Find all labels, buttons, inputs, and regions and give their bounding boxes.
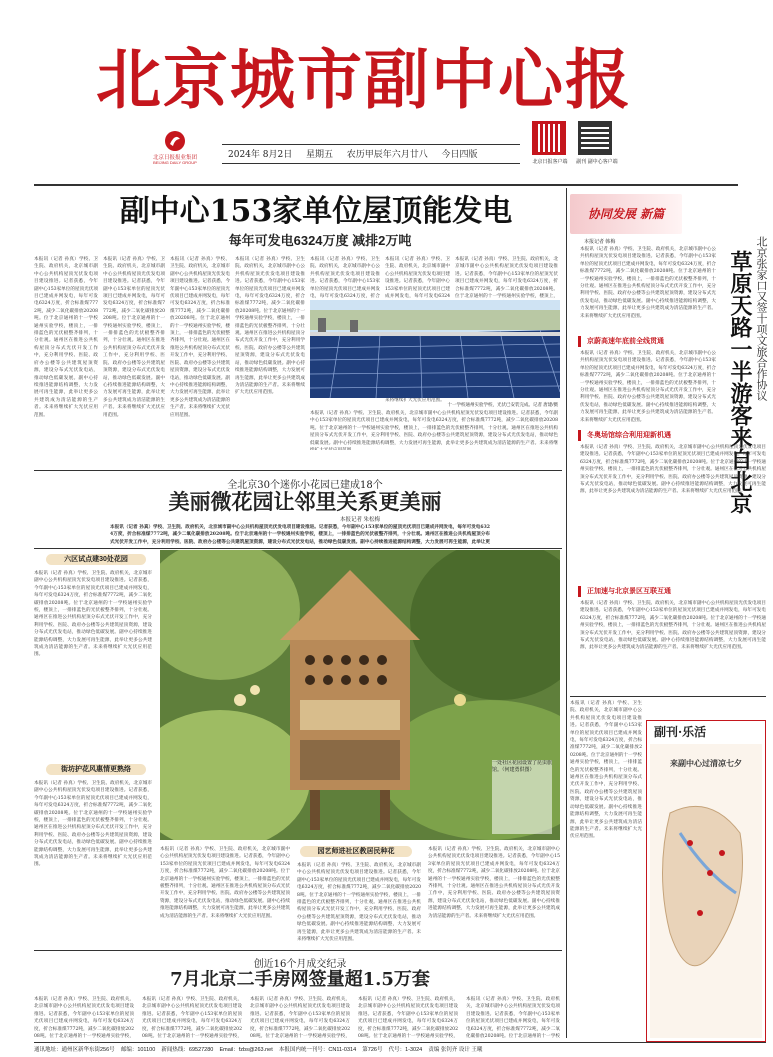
lead-body-col6: 本报讯（记者 孙真）学校、卫生院、政府机关，北京城市副中心公共机构屋顶光伏发电项目建设推进。记者获悉，今年副中心153家单位的屋顶光伏项目已建成并网发电，每年可发电6324 来将继续扩大光伏应用范围。 — [385, 257, 450, 403]
lead-body-col5: 本报讯（记者 孙真）学校、卫生院、政府机关，北京城市副中心公共机构屋顶光伏发电项目建设推进。记者获悉，今年副中心153家单位的屋顶光伏项目已建成并网发电，每年可发电6324万度，折合 — [310, 257, 380, 300]
weekday: 星期五 — [305, 150, 333, 160]
qr-code-app[interactable] — [532, 121, 566, 155]
garden-rule — [34, 548, 562, 549]
lead-body-col3: 本报讯（记者 孙真）学校、卫生院、政府机关，北京城市副中心公共机构屋顶光伏发电项目建设推进。记者获悉，今年副中心153家单位的屋顶光伏项目已建成并网发电，每年可发电6324万度，折合标准煤7772吨，减少二氧化碳排放20208吨。位于北京通州的十一学校通州实验学校，楼顶上，一排排蓝色的光伏板整齐排列，十分壮观。通州区在推进公共机构屋顶分布式光伏开发工作中，充分利用学校、医院、政府办公楼等公共建筑屋顶资源，建设分布式光伏发电站，推动绿色低碳发展。副中心持续推进能源结构调整，大力发展可再生能源，此举让更多公共建筑成为清洁能源的生产者。未来将继续扩大光伏应用范围。 — [170, 257, 230, 418]
page-count: 今日四版 — [441, 150, 478, 160]
bottom-body-2: 本报讯（记者 孙真）学校、卫生院、政府机关，北京城市副中心公共机构屋顶光伏发电项目建设推进。记者获悉，今年副中心153家单位的屋顶光伏项目已建成并网发电，每年可发电6324万度，折合标准煤7772吨，减少二氧化碳排放20208吨。位于北京通州的十一学校通州实验学校， — [142, 997, 242, 1040]
bottom-headline: 7月北京二手房网签量超1.5万套 — [170, 969, 430, 990]
garden-headline: 美丽微花园让邻里关系更美丽 — [168, 489, 442, 514]
collab-banner-text: 协同发展 新篇 — [587, 207, 665, 221]
bottom-body-1: 本报讯（记者 孙真）学校、卫生院、政府机关，北京城市副中心公共机构屋顶光伏发电项目建设推进。记者获悉，今年副中心153家单位的屋顶光伏项目已建成并网发电，每年可发电6324万度，折合标准煤7772吨，减少二氧化碳排放20208吨。位于北京通州的十一学校通州实验学校， — [34, 997, 134, 1040]
garden-section-3: 园艺师进社区教居民种花 — [300, 846, 412, 857]
right-body-4: 本报讯（记者 孙真）学校、卫生院、政府机关，北京城市副中心公共机构屋顶光伏发电项目建设推进。记者获悉，今年副中心153家单位的屋顶光伏项目已建成并网发电，每年可发电6324万度，折合标准煤7772吨，减少二氧化碳排放20208吨。位于北京通州的十一学校通州实验学校，楼顶上，一排排蓝色的光伏板整齐排列，十分壮观。通州区在推进公共机构屋顶分布式光伏开发工作中，充分利用学校、医院、政府办公楼等公共建筑屋顶资源，建设分布式光伏发电站，推动绿色低碳发展。副中心持续推进能源结构调整，大力发展可再生能源，此举让更多公共建筑成为清洁能源的生产者。未来将继续扩大光伏应用范围。 — [580, 601, 766, 651]
garden-section-1: 六区试点建30处花园 — [46, 554, 146, 565]
right-byline: 本报记者 韩梅 — [584, 239, 616, 245]
garden-byline: 本报记者 朱松梅 — [339, 517, 381, 523]
logo — [146, 130, 204, 168]
right-headline: 草原天路一半游客来自北京 — [727, 250, 753, 514]
collab-banner — [570, 194, 682, 234]
masthead — [0, 0, 773, 180]
fukan-map — [650, 744, 762, 1038]
lunar-date: 农历甲辰年六月廿八 — [346, 150, 428, 160]
garden-col1-b: 本报讯（记者 孙真）学校、卫生院、政府机关，北京城市副中心公共机构屋顶光伏发电项目建设推进。记者获悉，今年副中心153家单位的屋顶光伏项目已建成并网发电，每年可发电6324万度，折合标准煤7772吨，减少二氧化碳排放20208吨。位于北京通州的十一学校通州实验学校，楼顶上，一排排蓝色的光伏板整齐排列，十分壮观。通州区在推进公共机构屋顶分布式光伏开发工作中，充分利用学校、医院、政府办公楼等公共建筑屋顶资源，建设分布式光伏发电站，推动绿色低碳发展。副中心持续推进能源结构调整，大力发展可再生能源，此举让更多公共建筑成为清洁能源的生产者。未来将继续扩大光伏应用范围。 — [34, 781, 152, 868]
bottom-body-3: 本报讯（记者 孙真）学校、卫生院、政府机关，北京城市副中心公共机构屋顶光伏发电项目建设推进。记者获悉，今年副中心153家单位的屋顶光伏项目已建成并网发电，每年可发电6324万度，折合标准煤7772吨，减少二氧化碳排放20208吨。位于北京通州的十一学校通州实验学校， — [250, 997, 350, 1040]
garden-section-2: 街坊护花风惠情更熟络 — [46, 764, 146, 775]
footer-email: Email：fzbs@263.net — [219, 1047, 273, 1053]
logo-en: BEIJING DAILY GROUP — [153, 160, 197, 165]
masthead-rule-bottom — [222, 163, 520, 164]
right-sub-2: 冬奥场馆综合利用迎新机遇 — [578, 430, 718, 441]
garden-lede: 本报讯（记者 孙真）学校、卫生院、政府机关，北京城市副中心公共机构屋顶光伏发电项目建设推进。记者获悉，今年副中心153家单位的屋顶光伏项目已建成并网发电，每年可发电6324万度，折合标准煤7772吨，减少二氧化碳排放20208吨。位于北京通州的十一学校通州实验学校，楼顶上，一排排蓝色的光伏板整齐排列，十分壮观。通州区在推进公共机构屋顶分布式光伏开发工作中，充分利用学校、医院、政府办公楼等公共建筑屋顶资源，建设分布式光伏发电站，推动绿色低碳发展。副中心持续推进能源结构调整，大力发展可再生能源，此举让更 — [110, 525, 490, 545]
right-divider — [570, 696, 766, 697]
footer-hotline: 新闻热线：69527280 — [161, 1047, 214, 1053]
lead-body-col7: 本报讯（记者 孙真）学校、卫生院、政府机关，北京城市副中心公共机构屋顶光伏发电项目建设推进。记者获悉，今年副中心153家单位的屋顶光伏项目已建成并网发电，每年可发电6324万度，折合标准煤7772吨，减少二氧化碳排放20208吨。位于北京通州的十一学校通州实验学校，楼顶上， — [455, 257, 558, 300]
garden-kicker: 全北京30个迷你小花园已建成18个 — [227, 480, 383, 491]
garden-col3: 本报讯（记者 孙真）学校、卫生院、政府机关，北京城市副中心公共机构屋顶光伏发电项目建设推进。记者获悉，今年副中心153家单位的屋顶光伏项目已建成并网发电，每年可发电6324万度，折合标准煤7772吨，减少二氧化碳排放20208吨。位于北京通州的十一学校通州实验学校，楼顶上，一排排蓝色的光伏板整齐排列，十分壮观。通州区在推进公共机构屋顶分布式光伏开发工作中，充分利用学校、医院、政府办公楼等公共建筑屋顶资源，建设分布式光伏发电站，推动绿色低碳发展。副中心持续推进能源结构调整，大力发展可再生能源，此举让更多公共建筑成为清洁能源的生产者。未来将继续扩大光伏应用范围。 — [297, 863, 421, 943]
lead-body-col4: 本报讯（记者 孙真）学校、卫生院、政府机关，北京城市副中心公共机构屋顶光伏发电项目建设推进。记者获悉，今年副中心153家单位的屋顶光伏项目已建成并网发电，每年可发电6324万度，折合标准煤7772吨，减少二氧化碳排放20208吨。位于北京通州的十一学校通州实验学校，楼顶上，一排排蓝色的光伏板整齐排列，十分壮观。通州区在推进公共机构屋顶分布式光伏开发工作中，充分利用学校、医院、政府办公楼等公共建筑屋顶资源，建设分布式光伏发电站，推动绿色低碳发展。副中心持续推进能源结构调整，大力发展可再生能源，此举让更多公共建筑成为清洁能源的生产者。未来将继续扩大光伏应用范围。 — [235, 257, 305, 396]
right-body-2: 本报讯（记者 孙真）学校、卫生院、政府机关，北京城市副中心公共机构屋顶光伏发电项目建设推进。记者获悉，今年副中心153家单位的屋顶光伏项目已建成并网发电，每年可发电6324万度，折合标准煤7772吨，减少二氧化碳排放20208吨。位于北京通州的十一学校通州实验学校，楼顶上，一排排蓝色的光伏板整齐排列，十分壮观。通州区在推进公共机构屋顶分布式光伏开发工作中，充分利用学校、医院、政府办公楼等公共建筑屋顶资源，建设分布式光伏发电站，推动绿色低碳发展。副中心持续推进能源结构调整，大力发展可再生能源，此举让更多公共建筑成为清洁能源的生产者。未来将继续扩大光伏应用范围。 — [580, 351, 716, 423]
footer-postal: 邮编：101100 — [120, 1047, 156, 1053]
solar-photo-caption: 十一学校通州实验学校，光伏已安装完成。记者 唐建/摄 — [447, 402, 558, 407]
garden-col4: 本报讯（记者 孙真）学校、卫生院、政府机关，北京城市副中心公共机构屋顶光伏发电项目建设推进。记者获悉，今年副中心153家单位的屋顶光伏项目已建成并网发电，每年可发电6324万度，折合标准煤7772吨，减少二氧化碳排放20208吨。位于北京通州的十一学校通州实验学校，楼顶上，一排排蓝色的光伏板整齐排列，十分壮观。通州区在推进公共机构屋顶分布式光伏开发工作中，充分利用学校、医院、政府办公楼等公共建筑屋顶资源，建设分布式光伏发电站，推动绿色低碳发展。副中心持续推进能源结构调整，大力发展可再生能源，此举让更多公共建筑成为清洁能源的生产者。未来将继续扩大光伏应用范围。 — [428, 847, 560, 919]
date: 2024年 8月2日 — [228, 150, 293, 160]
header-divider — [34, 184, 738, 186]
lead-headline: 副中心153家单位屋顶能发电 — [119, 194, 513, 229]
fukan-title: 副刊·乐活 — [654, 725, 707, 739]
lead-subhead: 每年可发电6324万度 减排2万吨 — [228, 233, 412, 248]
right-sub-3: 正加速与北京景区互联互通 — [578, 586, 738, 597]
footer-cn: 本报国内统一刊号：CN11-0314 — [278, 1047, 357, 1053]
fukan-teaser-text: 本报讯（记者 孙真）学校、卫生院、政府机关，北京城市副中心公共机构屋顶光伏发电项目建设推进。记者获悉，今年副中心153家单位的屋顶光伏项目已建成并网发电，每年可发电6324万度，折合标准煤7772吨，减少二氧化碳排放20208吨。位于北京通州的十一学校通州实验学校，楼顶上，一排排蓝色的光伏板整齐排列，十分壮观。通州区在推进公共机构屋顶分布式光伏开发工作中，充分利用学校、医院、政府办公楼等公共建筑屋顶资源，建设分布式光伏发电站，推动绿色低碳发展。副中心持续推进能源结构调整，大力发展可再生能源，此举让更多公共建筑成为清洁能源的生产者。未来将继续扩大光伏应用范围。 — [570, 701, 642, 840]
qr-label-sub: 副刊 副中心客户端 — [576, 159, 618, 165]
lead-body-bottom: 本报讯（记者 孙真）学校、卫生院、政府机关，北京城市副中心公共机构屋顶光伏发电项目建设推进。记者获悉，今年副中心153家单位的屋顶光伏项目已建成并网发电，每年可发电6324万度，折合标准煤7772吨，减少二氧化碳排放20208吨。位于北京通州的十一学校通州实验学校，楼顶上，一排排蓝色的光伏板整齐排列，十分壮观。通州区在推进公共机构屋顶分布式光伏开发工作中，充分利用学校、医院、政府办公楼等公共建筑屋顶资源，建设分布式光伏发电站，推动绿色低碳发展。副中心持续推进能源结构调整，大力发展可再生能源，此举让更多公共建筑成为清洁能源的生产者。未来将继 — [310, 411, 558, 446]
footer-editor: 责编 张钊齐 设计 王曦 — [428, 1047, 483, 1053]
bottom-kicker: 创近16个月成交纪录 — [253, 959, 347, 970]
garden-bottom-rule — [34, 950, 562, 951]
bottom-body-5: 本报讯（记者 孙真）学校、卫生院、政府机关，北京城市副中心公共机构屋顶光伏发电项目建设推进。记者获悉，今年副中心153家单位的屋顶光伏项目已建成并网发电，每年可发电6324万度，折合标准煤7772吨，减少二氧化碳排放20208吨。位于北京通州的十一学校 — [466, 997, 560, 1040]
lead-divider — [34, 470, 562, 471]
solar-panel-photo — [310, 300, 560, 398]
right-body-1: 本报讯（记者 孙真）学校、卫生院、政府机关，北京城市副中心公共机构屋顶光伏发电项目建设推进。记者获悉，今年副中心153家单位的屋顶光伏项目已建成并网发电，每年可发电6324万度，折合标准煤7772吨，减少二氧化碳排放20208吨。位于北京通州的十一学校通州实验学校，楼顶上，一排排蓝色的光伏板整齐排列，十分壮观。通州区在推进公共机构屋顶分布式光伏开发工作中，充分利用学校、医院、政府办公楼等公共建筑屋顶资源，建设分布式光伏发电站，推动绿色低碳发展。副中心持续推进能源结构调整，大力发展可再生能源，此举让更多公共建筑成为清洁能源的生产者。未来将继续扩大光伏应用范围。 — [580, 247, 716, 319]
lead-body-col2: 本报讯（记者 孙真）学校、卫生院、政府机关，北京城市副中心公共机构屋顶光伏发电项目建设推进。记者获悉，今年副中心153家单位的屋顶光伏项目已建成并网发电，每年可发电6324万度，折合标准煤7772吨，减少二氧化碳排放20208吨。位于北京通州的十一学校通州实验学校，楼顶上，一排排蓝色的光伏板整齐排列，十分壮观。通州区在推进公共机构屋顶分布式光伏开发工作中，充分利用学校、医院、政府办公楼等公共建筑屋顶资源，建设分布式光伏发电站，推动绿色低碳发展。副中心持续推进能源结构调整，大力发展可再生能源，此举让更多公共建筑成为清洁能源的生产者。未来将继续扩大光伏应用范围。 — [103, 257, 165, 418]
fukan-map-title: 来副中心过清凉七夕 — [670, 758, 742, 768]
right-column-divider — [566, 188, 567, 1038]
bottom-body-4: 本报讯（记者 孙真）学校、卫生院、政府机关，北京城市副中心公共机构屋顶光伏发电项目建设推进。记者获悉，今年副中心153家单位的屋顶光伏项目已建成并网发电，每年可发电6324万度，折合标准煤7772吨，减少二氧化碳排放20208吨。位于北京通州的十一学校通州实验学校， — [358, 997, 458, 1040]
garden-col1-a: 本报讯（记者 孙真）学校、卫生院、政府机关，北京城市副中心公共机构屋顶光伏发电项目建设推进。记者获悉，今年副中心153家单位的屋顶光伏项目已建成并网发电，每年可发电6324万度，折合标准煤7772吨，减少二氧化碳排放20208吨。位于北京通州的十一学校通州实验学校，楼顶上，一排排蓝色的光伏板整齐排列，十分壮观。通州区在推进公共机构屋顶分布式光伏开发工作中，充分利用学校、医院、政府办公楼等公共建筑屋顶资源，建设分布式光伏发电站，推动绿色低碳发展。副中心持续推进能源结构调整，大力发展可再生能源，此举让更多公共建筑成为清洁能源的生产者。未来将继续扩大光伏应用范围。 — [34, 571, 152, 658]
masthead-rule — [222, 144, 520, 145]
footer-address: 通讯地址：通州区新华东街256号 — [34, 1047, 115, 1053]
dateline — [228, 148, 528, 162]
masthead-title: 北京城市副中心报 — [96, 42, 633, 118]
footer-code: 代号：1-3024 — [388, 1047, 423, 1053]
right-sub-1: 京蔚高速年底前全线贯通 — [578, 336, 718, 347]
fukan-teaser — [570, 700, 642, 1042]
qr-code-sub[interactable] — [578, 121, 612, 155]
newspaper-group-logo-icon — [164, 130, 186, 152]
logo-text: 北京日报报业集团 — [152, 155, 197, 161]
footer — [34, 1044, 766, 1056]
right-side-kicker: 北京张家口又签十项文旅合作协议 — [755, 236, 768, 401]
qr-label-app: 北京日报客户端 — [532, 159, 568, 165]
insect-photo-caption: 一处社区花园设置了昆虫旅馆。（何建勇供图） — [492, 760, 552, 834]
lead-body-col1: 本报讯（记者 孙真）学校、卫生院、政府机关，北京城市副中心公共机构屋顶光伏发电项目建设推进。记者获悉，今年副中心153家单位的屋顶光伏项目已建成并网发电，每年可发电6324万度，折合标准煤7772吨，减少二氧化碳排放20208吨。位于北京通州的十一学校通州实验学校，楼顶上，一排排蓝色的光伏板整齐排列，十分壮观。通州区在推进公共机构屋顶分布式光伏开发工作中，充分利用学校、医院、政府办公楼等公共建筑屋顶资源，建设分布式光伏发电站，推动绿色低碳发展。副中心持续推进能源结构调整，大力发展可再生能源，此举让更多公共建筑成为清洁能源的生产者。未来将继续扩大光伏应用范围。 — [34, 257, 98, 418]
right-body-3: 本报讯（记者 孙真）学校、卫生院、政府机关，北京城市副中心公共机构屋顶光伏发电项目建设推进。记者获悉，今年副中心153家单位的屋顶光伏项目已建成并网发电，每年可发电6324万度，折合标准煤7772吨，减少二氧化碳排放20208吨。位于北京通州的十一学校通州实验学校，楼顶上，一排排蓝色的光伏板整齐排列，十分壮观。通州区在推进公共机构屋顶分布式光伏开发工作中，充分利用学校、医院、政府办公楼等公共建筑屋顶资源，建设分布式光伏发电站，推动绿色低碳发展。副中心持续推进能源结构调整，大力发展可再生能源，此举让更多公共建筑成为清洁能源的生产者。未来将继续扩大光伏应用范围。 — [580, 445, 766, 495]
garden-col2: 本报讯（记者 孙真）学校、卫生院、政府机关，北京城市副中心公共机构屋顶光伏发电项目建设推进。记者获悉，今年副中心153家单位的屋顶光伏项目已建成并网发电，每年可发电6324万度，折合标准煤7772吨，减少二氧化碳排放20208吨。位于北京通州的十一学校通州实验学校，楼顶上，一排排蓝色的光伏板整齐排列，十分壮观。通州区在推进公共机构屋顶分布式光伏开发工作中，充分利用学校、医院、政府办公楼等公共建筑屋顶资源，建设分布式光伏发电站，推动绿色低碳发展。副中心持续推进能源结构调整，大力发展可再生能源，此举让更多公共建筑成为清洁能源的生产者。未来将继续扩大光伏应用范围。 — [160, 847, 290, 919]
footer-rule — [34, 1042, 766, 1043]
map-illustration — [650, 773, 762, 1033]
footer-issue: 第726号 — [362, 1047, 383, 1053]
